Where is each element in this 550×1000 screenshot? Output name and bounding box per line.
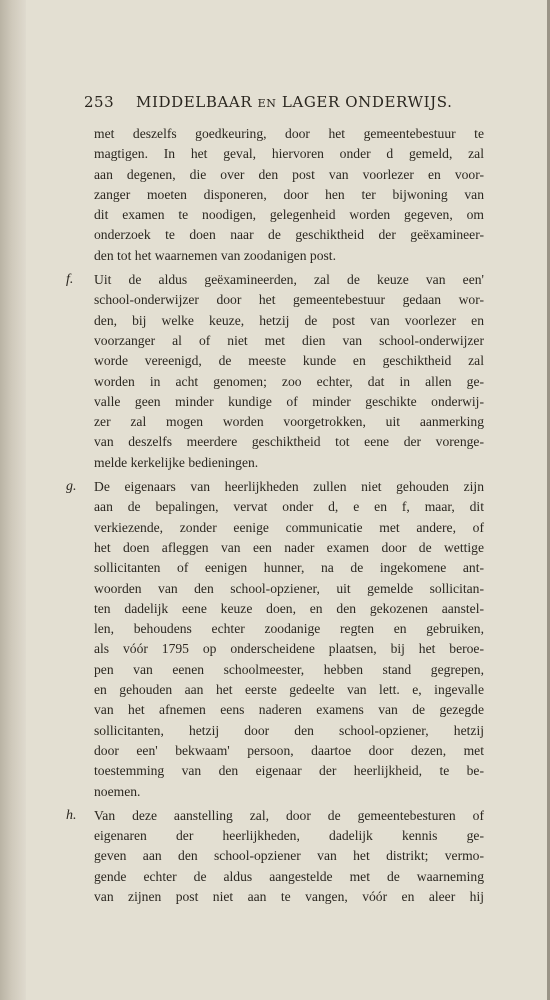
text-line: sollicitanten, hetzij door den school-opziener, hetzij [94, 722, 484, 738]
section-marker: f. [66, 272, 74, 288]
section-f [66, 270, 484, 473]
text-line: als vóór 1795 op onderscheidene plaatsen, bij het beroe- [94, 641, 484, 657]
text-line: van deszelfs meerdere geschiktheid tot eene der vorenge- [94, 434, 484, 450]
text-line: door een' bekwaam' persoon, daartoe door dezen, met [94, 742, 484, 758]
text-line: het doen afleggen van een nader examen door de wettige [94, 539, 484, 555]
text-line: zer zal mogen worden voorgetrokken, uit aanmerking [94, 414, 484, 430]
text-line: gende echter de aldus aangestelde met de waarneming [94, 868, 484, 884]
text-line: magtigen. In het geval, hiervoren onder d gemeld, zal [94, 146, 484, 162]
text-line: worden in acht genomen; zoo echter, dat in allen ge- [94, 373, 484, 389]
text-line: woorden van den school-opziener, uit gemelde sollicitan- [94, 580, 484, 596]
section-g [66, 477, 484, 802]
continuation-paragraph [94, 124, 484, 266]
text-line: zanger moeten disponeren, door hen ter bijwoning van [94, 186, 484, 202]
section-marker: g. [66, 479, 77, 495]
text-line: geven aan den school-opziener van het distrikt; vermo- [94, 848, 484, 864]
text-line: ten dadelijk eene keuze doen, en den gekozenen aanstel- [94, 600, 484, 616]
body-text [66, 124, 484, 907]
text-line: van zijnen post niet aan te vangen, vóór en aleer hij [94, 888, 484, 904]
running-header [84, 93, 480, 113]
running-title-part1: MIDDELBAAR [136, 93, 258, 111]
text-line: De eigenaars van heerlijkheden zullen niet gehouden zijn [94, 479, 484, 495]
text-line: worde vereenigd, de meeste kunde en geschiktheid zal [94, 353, 484, 369]
text-line: valle geen minder kundige of minder geschikte onderwij- [94, 393, 484, 409]
text-line: verkiezende, zonder eenige communicatie met andere, of [94, 519, 484, 535]
text-line: met deszelfs goedkeuring, door het gemeentebestuur te [94, 126, 484, 141]
text-line: pen van eenen schoolmeester, hebben stand gegrepen, [94, 661, 484, 677]
text-line: noemen. [94, 783, 141, 799]
text-line: sollicitanten of eenigen hunner, na de ingekomene ant- [94, 560, 484, 576]
text-line: dit examen te noodigen, gelegenheid worden gegeven, om [94, 207, 484, 223]
text-line: toestemming van den eigenaar der heerlijkheid, te be- [94, 763, 484, 779]
text-line: aan de bepalingen, vervat onder d, e en f, maar, dit [94, 499, 484, 515]
text-line: melde kerkelijke bedieningen. [94, 454, 259, 470]
text-line: eigenaren der heerlijkheden, dadelijk kennis ge- [94, 828, 484, 844]
text-line: Uit de aldus geëxamineerden, zal de keuze van een' [94, 272, 484, 288]
running-title-small: EN [257, 97, 277, 110]
section-h [66, 806, 484, 907]
running-title [136, 93, 452, 111]
text-line: school-onderwijzer door het gemeentebestuur gedaan wor- [94, 292, 484, 308]
text-line: voorzanger al of niet met dien van school-onderwijzer [94, 332, 484, 348]
text-line: den, bij welke keuze, hetzij de post van voorlezer en [94, 312, 484, 328]
text-line: onderzoek te doen naar de geschiktheid der geëxamineer- [94, 227, 484, 243]
running-title-part2: LAGER ONDERWIJS. [276, 93, 453, 111]
text-line: en gehouden aan het eerste gedeelte van lett. e, ingevalle [94, 682, 484, 698]
text-line: aan degenen, die over den post van voorlezer en voor- [94, 166, 484, 182]
binding-edge [0, 0, 26, 1000]
section-marker: h. [66, 807, 77, 823]
text-line: van het afnemen eens naderen examens van de gezegde [94, 702, 484, 718]
page-number: 253 [84, 93, 115, 111]
text-line: Van deze aanstelling zal, door de gemeentebesturen of [94, 807, 484, 823]
text-line: len, behoudens echter zoodanige regten en gebruiken, [94, 621, 484, 637]
text-line: den tot het waarnemen van zoodanigen post. [94, 247, 336, 263]
